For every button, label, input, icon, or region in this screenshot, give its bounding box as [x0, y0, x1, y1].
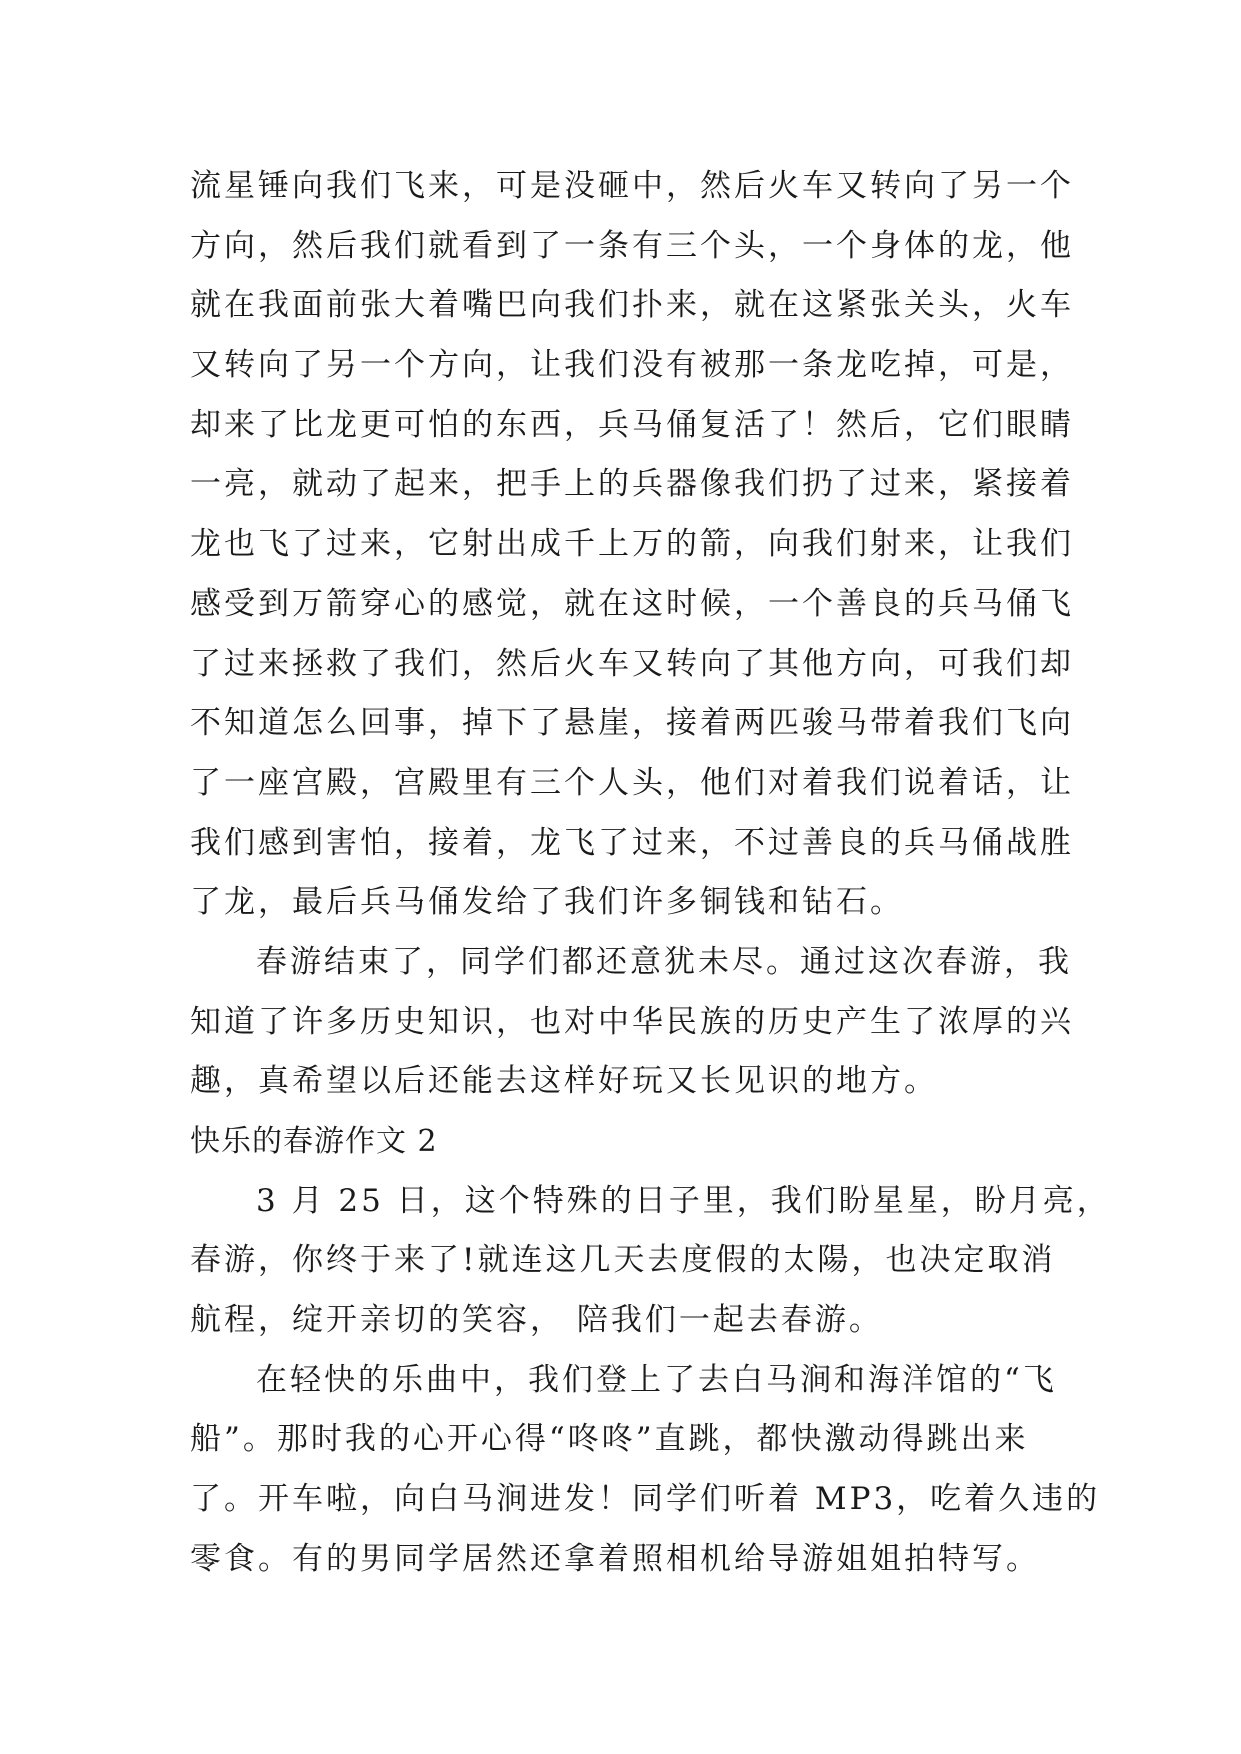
- text-line: 感受到万箭穿心的感觉，就在这时候，一个善良的兵马俑飞: [190, 585, 1074, 622]
- text-line: 3 月 25 日，这个特殊的日子里，我们盼星星，盼月亮，: [256, 1182, 1111, 1219]
- text-line: 流星锤向我们飞来，可是没砸中，然后火车又转向了另一个: [190, 168, 1074, 204]
- text-line: 又转向了另一个方向，让我们没有被那一条龙吃掉，可是，: [190, 347, 1074, 384]
- text-line: 在轻快的乐曲中，我们登上了去白马涧和海洋馆的“飞: [256, 1361, 1057, 1398]
- text-line: 航程，绽开亲切的笑容， 陪我们一起去春游。: [190, 1302, 883, 1339]
- paragraph-journey: [190, 1351, 1101, 1590]
- text-line: 知道了许多历史知识，也对中华民族的历史产生了浓厚的兴: [190, 1003, 1074, 1040]
- text-line: 方向，然后我们就看到了一条有三个头，一个身体的龙，他: [190, 227, 1074, 264]
- text-line: 趣，真希望以后还能去这样好玩又长见识的地方。: [190, 1063, 938, 1100]
- text-line: 了过来拯救了我们，然后火车又转向了其他方向，可我们却: [190, 645, 1074, 682]
- text-line: 了。开车啦，向白马涧进发！同学们听着 MP3，吃着久违的: [190, 1481, 1101, 1518]
- paragraph-story-continuation: [190, 157, 1074, 933]
- paragraph-intro: [190, 1172, 1111, 1351]
- text-line: 春游结束了，同学们都还意犹未尽。通过这次春游，我: [256, 943, 1072, 980]
- text-line: 龙也飞了过来，它射出成千上万的箭，向我们射来，让我们: [190, 526, 1074, 563]
- text-line: 零食。有的男同学居然还拿着照相机给导游姐姐拍特写。: [190, 1540, 1040, 1577]
- text-line: 我们感到害怕，接着，龙飞了过来，不过善良的兵马俑战胜: [190, 824, 1074, 861]
- text-line: 春游，你终于来了!就连这几天去度假的太陽，也决定取消: [190, 1242, 1056, 1279]
- section-title: 快乐的春游作文 2: [190, 1124, 438, 1159]
- text-line: 就在我面前张大着嘴巴向我们扑来，就在这紧张关头，火车: [190, 287, 1074, 324]
- text-line: 船”。那时我的心开心得“咚咚”直跳，都快激动得跳出来: [190, 1421, 1029, 1458]
- document-body: [190, 157, 1111, 1590]
- text-line: 了一座宫殿，宫殿里有三个人头，他们对着我们说着话，让: [190, 764, 1074, 801]
- text-line: 了龙，最后兵马俑发给了我们许多铜钱和钻石。: [190, 884, 904, 921]
- paragraph-conclusion: [190, 933, 1074, 1112]
- text-line: 不知道怎么回事，掉下了悬崖，接着两匹骏马带着我们飞向: [190, 705, 1074, 742]
- text-line: 却来了比龙更可怕的东西，兵马俑复活了！然后，它们眼睛: [190, 406, 1074, 443]
- text-line: 一亮，就动了起来，把手上的兵器像我们扔了过来，紧接着: [190, 466, 1074, 503]
